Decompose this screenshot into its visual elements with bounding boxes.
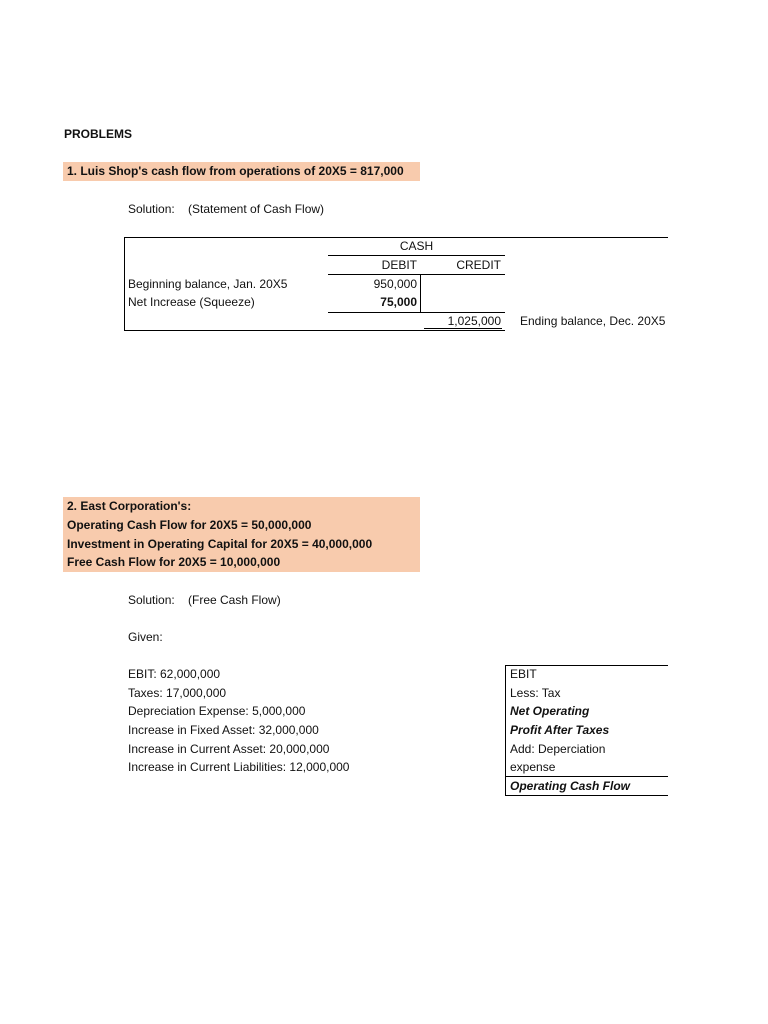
problem2-answer-line: Free Cash Flow for 20X5 = 10,000,000	[67, 555, 281, 569]
problem2-answer-line: 2. East Corporation's:	[67, 499, 192, 513]
computation-line: EBIT	[510, 667, 537, 681]
t-account-title: CASH	[399, 239, 434, 253]
given-item: Increase in Current Asset: 20,000,000	[128, 742, 330, 756]
given-item: Depreciation Expense: 5,000,000	[128, 704, 306, 718]
debit-header: DEBIT	[381, 258, 417, 272]
problem1-solution-label: Solution:	[128, 202, 175, 216]
problem2-answer-line: Operating Cash Flow for 20X5 = 50,000,000	[67, 518, 312, 532]
row-label-beginning: Beginning balance, Jan. 20X5	[128, 277, 288, 291]
credit-total-double-rule	[424, 328, 502, 329]
computation-line: Less: Tax	[510, 686, 561, 700]
row-debit-net-increase: 75,000	[380, 295, 417, 309]
problem2-solution-label: Solution:	[128, 593, 175, 607]
t-account-bottom-border	[124, 330, 505, 331]
row-label-net-increase: Net Increase (Squeeze)	[128, 295, 255, 309]
computation-line: expense	[510, 760, 556, 774]
credit-total: 1,025,000	[447, 314, 501, 328]
t-account-vertical-rule	[420, 274, 421, 313]
page-heading: PROBLEMS	[64, 127, 133, 141]
credit-note: Ending balance, Dec. 20X5	[520, 314, 666, 328]
computation-line: Profit After Taxes	[510, 723, 610, 737]
computation-line: Add: Deperciation	[510, 742, 606, 756]
t-account-left-border	[124, 237, 125, 331]
problem1-answer: 1. Luis Shop's cash flow from operations of 20X5 = 817,000	[67, 164, 404, 178]
problem2-solution-method: (Free Cash Flow)	[188, 593, 281, 607]
given-item: Taxes: 17,000,000	[128, 686, 227, 700]
given-item: Increase in Fixed Asset: 32,000,000	[128, 723, 319, 737]
computation-line: Operating Cash Flow	[510, 779, 631, 793]
given-item: EBIT: 62,000,000	[128, 667, 221, 681]
credit-header: CREDIT	[456, 258, 501, 272]
given-item: Increase in Current Liabilities: 12,000,000	[128, 760, 350, 774]
computation-line: Net Operating	[510, 704, 590, 718]
given-label: Given:	[128, 630, 163, 644]
problem1-solution-method: (Statement of Cash Flow)	[188, 202, 325, 216]
computation-bottom-border	[505, 795, 668, 796]
problem2-answer-line: Investment in Operating Capital for 20X5 = 40,000,000	[67, 537, 373, 551]
row-debit-beginning: 950,000	[373, 277, 417, 291]
